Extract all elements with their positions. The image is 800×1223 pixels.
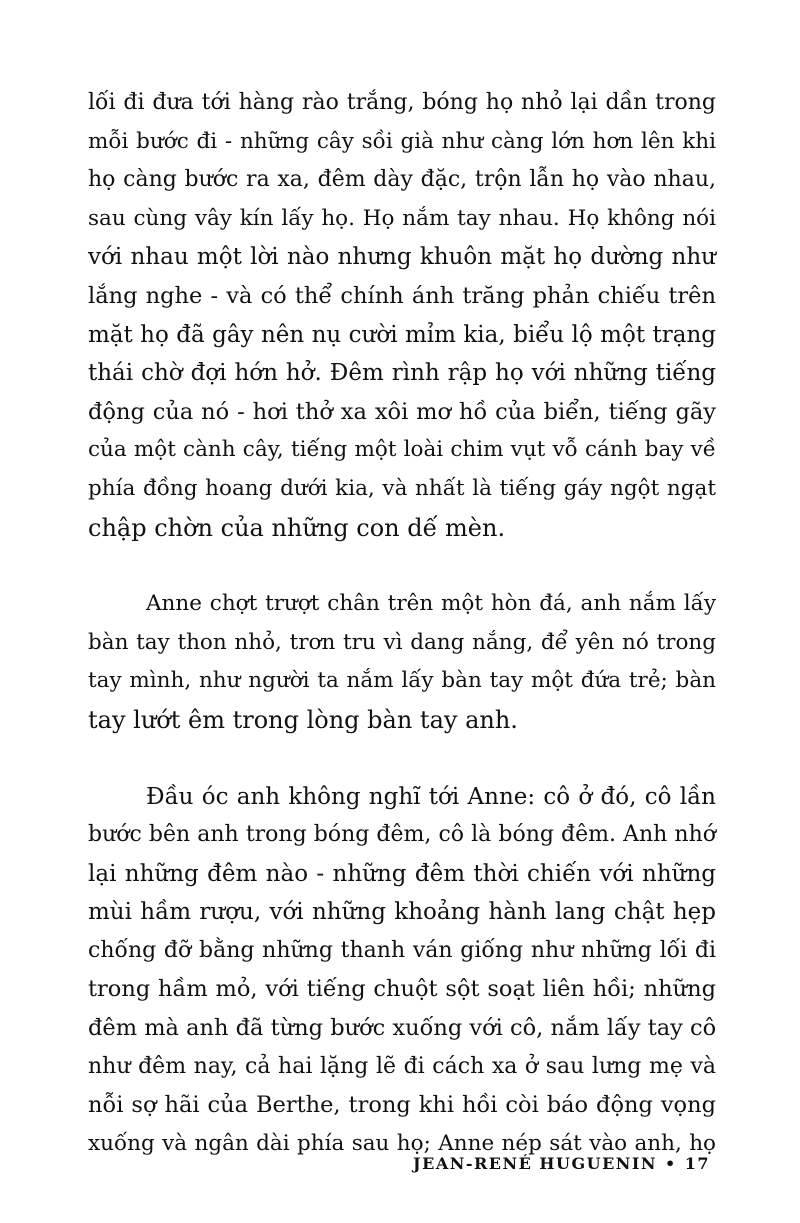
page-number: 17 bbox=[684, 1154, 710, 1173]
text-line: mỗi bước đi - những cây sồi già như càng lớn hơn lên khi bbox=[88, 128, 716, 154]
text-line: của một cành cây, tiếng một loài chim vụt vỗ cánh bay về bbox=[88, 437, 716, 463]
text-line: thái chờ đợi hớn hở. Đêm rình rập họ với những tiếng bbox=[88, 360, 716, 387]
text-line: lắng nghe - và có thể chính ánh trăng phản chiếu trên bbox=[88, 282, 716, 309]
text-line: nỗi sợ hãi của Berthe, trong khi hồi còi báo động vọng bbox=[88, 1092, 716, 1119]
body-text bbox=[88, 84, 716, 1163]
text-line: đêm mà anh đã từng bước xuống với cô, nắm lấy tay cô bbox=[88, 1015, 717, 1042]
text-line: động của nó - hơi thở xa xôi mơ hồ của biển, tiếng gãy bbox=[88, 398, 716, 425]
text-line: mùi hầm rượu, với những khoảng hành lang chật hẹp bbox=[88, 899, 716, 926]
text-line: lối đi đưa tới hàng rào trắng, bóng họ nhỏ lại dần trong bbox=[88, 90, 716, 115]
running-footer bbox=[88, 1154, 710, 1173]
paragraph-2 bbox=[88, 585, 716, 739]
text-line: trong hầm mỏ, với tiếng chuột sột soạt liên hồi; những bbox=[88, 976, 716, 1003]
footer-separator: • bbox=[665, 1154, 677, 1173]
text-line: bàn tay thon nhỏ, trơn tru vì dang nắng, để yên nó trong bbox=[88, 629, 716, 655]
text-line: họ càng bước ra xa, đêm dày đặc, trộn lẫn họ vào nhau, bbox=[88, 167, 716, 193]
text-line: tay mình, như người ta nắm lấy bàn tay một đứa trẻ; bàn bbox=[88, 668, 716, 694]
text-line: bước bên anh trong bóng đêm, cô là bóng đêm. Anh nhớ bbox=[88, 822, 716, 848]
text-line: phía đồng hoang dưới kia, và nhất là tiếng gáy ngột ngạt bbox=[88, 475, 716, 501]
text-line: Anne chợt trượt chân trên một hòn đá, anh nắm lấy bbox=[146, 591, 716, 617]
paragraph-1 bbox=[88, 84, 716, 547]
text-line: mặt họ đã gây nên nụ cười mỉm kia, biểu lộ một trạng bbox=[88, 321, 716, 348]
text-line: Đầu óc anh không nghĩ tới Anne: cô ở đó, cô lần bbox=[146, 783, 716, 810]
text-line: với nhau một lời nào nhưng khuôn mặt họ dường như bbox=[88, 244, 716, 271]
text-line: xuống và ngân dài phía sau họ; Anne nép sát vào anh, họ bbox=[88, 1130, 716, 1156]
text-line: lại những đêm nào - những đêm thời chiến với những bbox=[88, 860, 716, 887]
footer-author: JEAN-RENÉ HUGUENIN bbox=[413, 1154, 657, 1173]
text-line: chống đỡ bằng những thanh ván giống như những lối đi bbox=[88, 937, 716, 963]
paragraph-3 bbox=[88, 778, 716, 1164]
text-line: chập chờn của những con dế mèn. bbox=[88, 513, 506, 542]
text-line: sau cùng vây kín lấy họ. Họ nắm tay nhau. Họ không nói bbox=[88, 205, 716, 231]
text-line: tay lướt êm trong lòng bàn tay anh. bbox=[88, 705, 518, 734]
text-line: như đêm nay, cả hai lặng lẽ đi cách xa ở sau lưng mẹ và bbox=[88, 1053, 716, 1079]
